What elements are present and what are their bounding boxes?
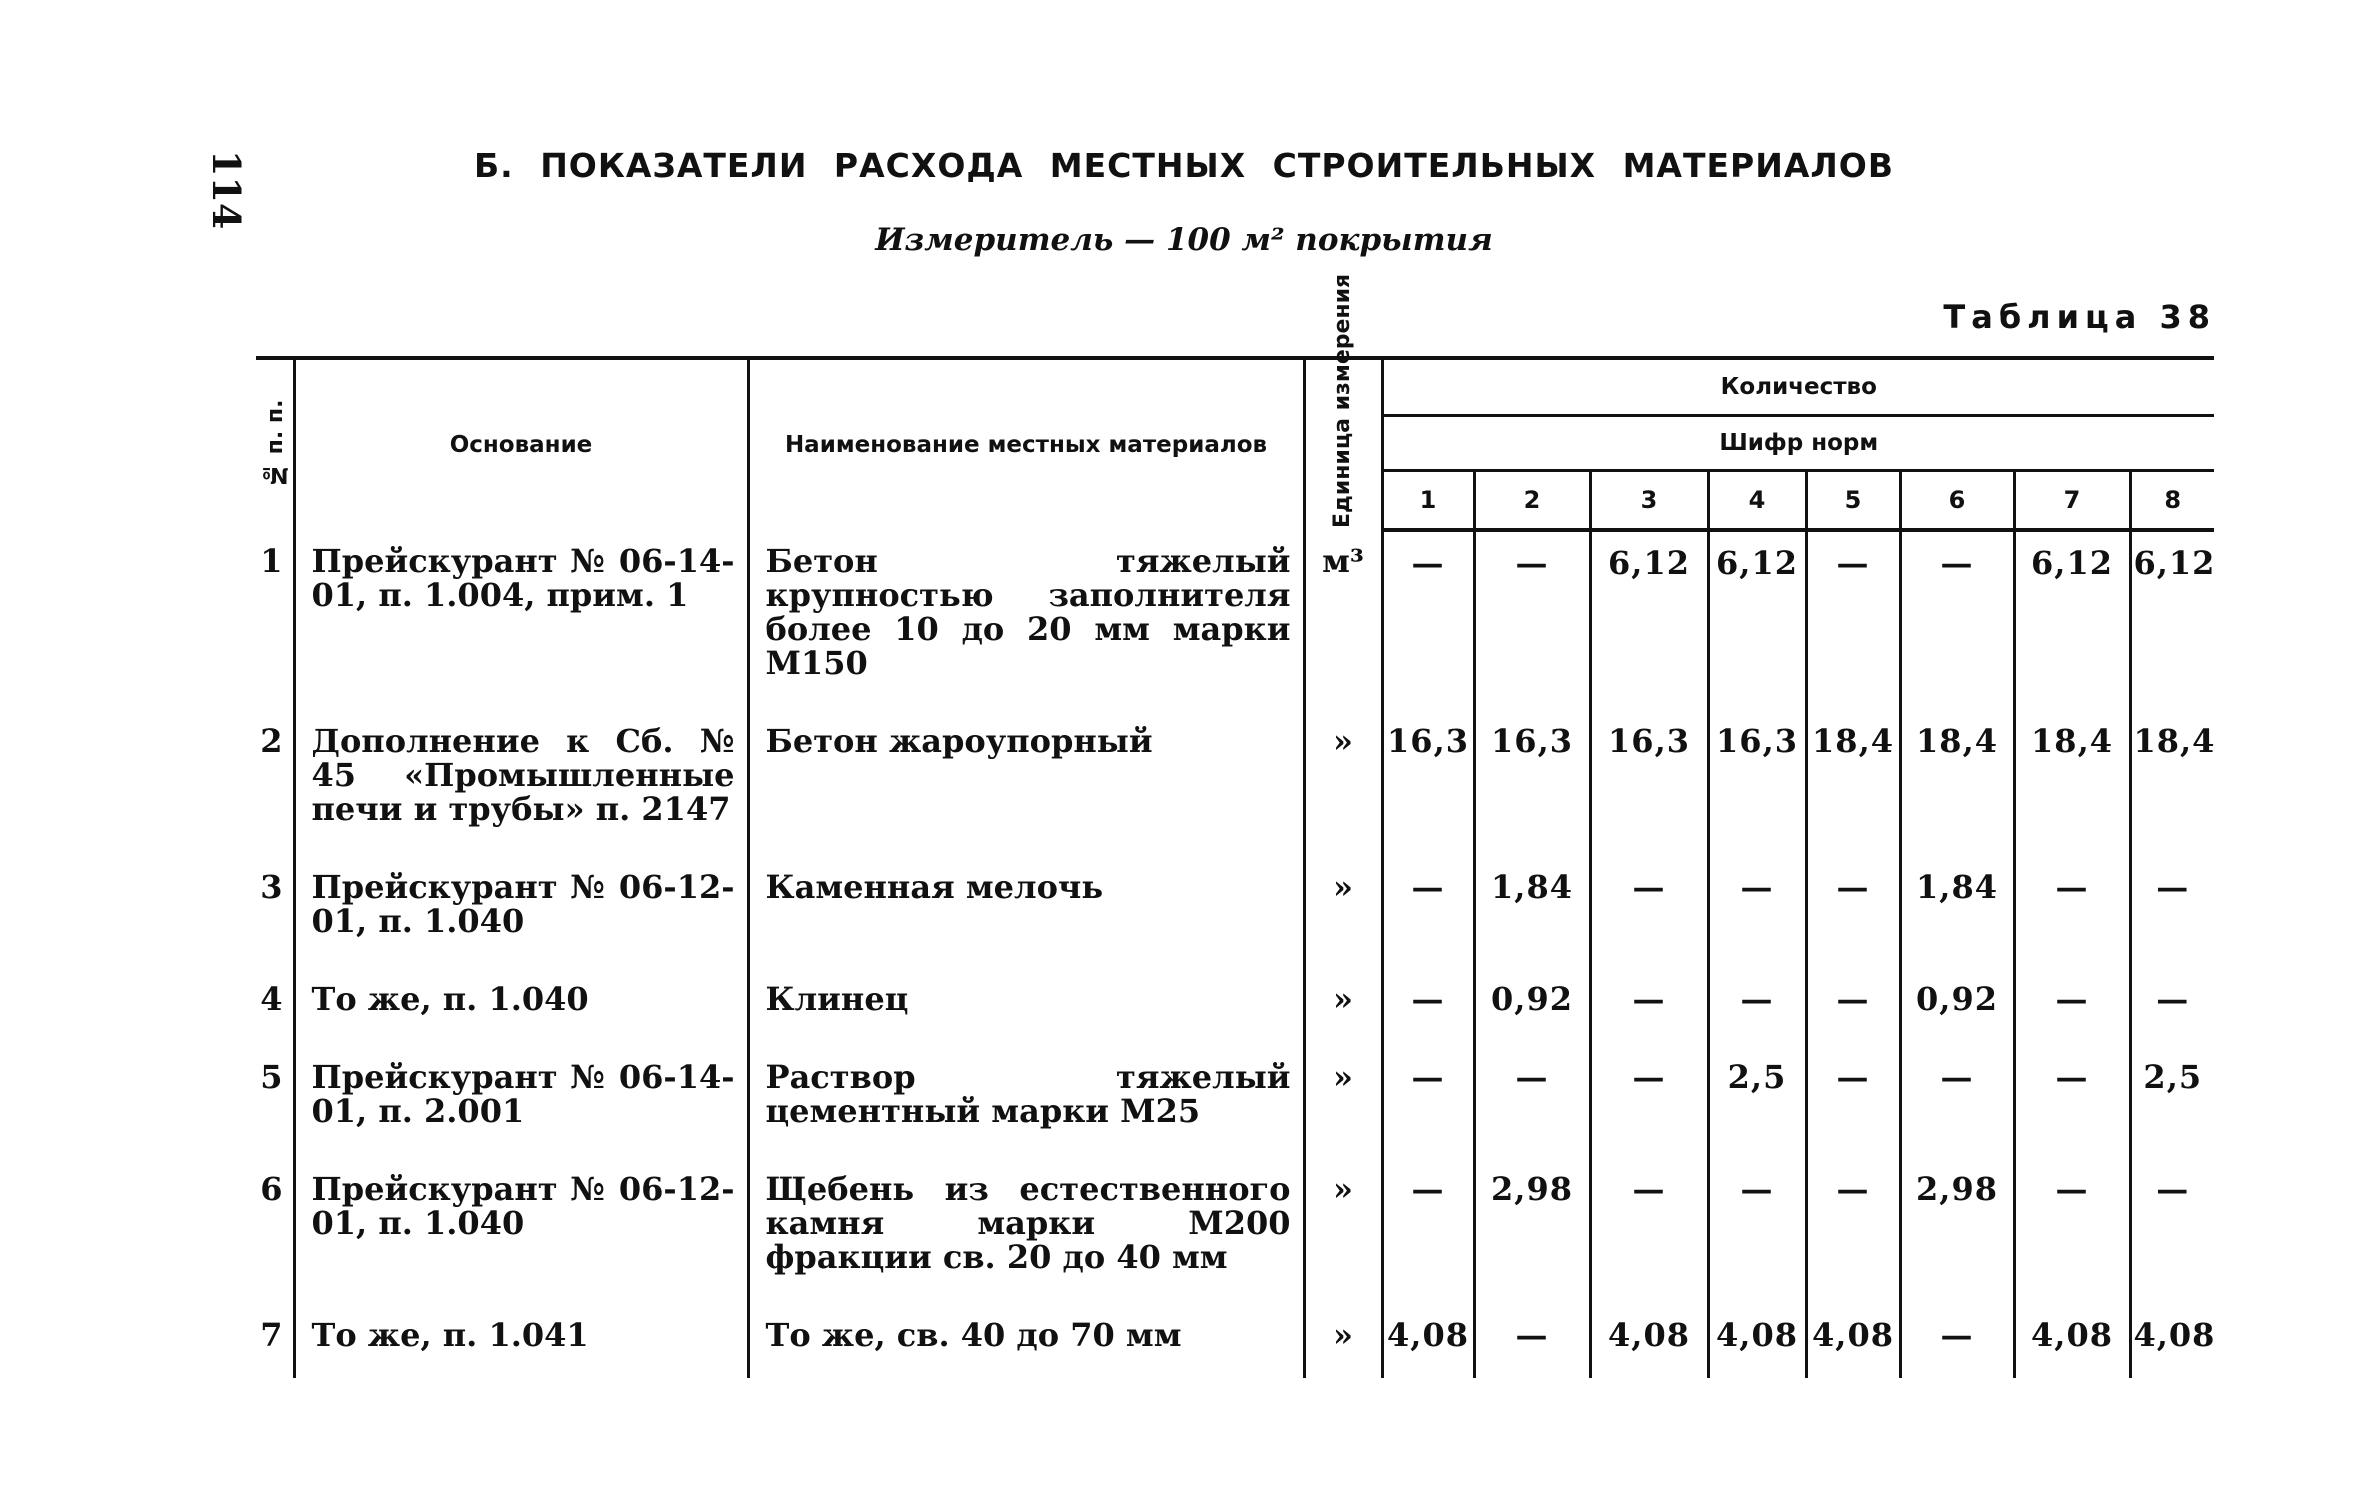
- row-value: 18,4: [1806, 710, 1900, 856]
- page-number: 114: [204, 150, 249, 230]
- row-value: 16,3: [1590, 710, 1708, 856]
- row-value: 18,4: [2130, 710, 2214, 856]
- row-value: 2,5: [1708, 1046, 1806, 1158]
- table-row: [256, 530, 2214, 710]
- row-value: 6,12: [2130, 530, 2214, 710]
- row-value: —: [1806, 530, 1900, 710]
- row-num: 5: [260, 1058, 283, 1096]
- row-unit: »: [1304, 856, 1382, 968]
- table-row: [256, 1304, 2214, 1378]
- row-basis: Прейскурант № 06-14-01, п. 2.001: [294, 1046, 748, 1158]
- row-value: 16,3: [1474, 710, 1590, 856]
- row-value: —: [1806, 856, 1900, 968]
- header-unit: Единица измерения: [1304, 358, 1382, 530]
- row-value: —: [1590, 856, 1708, 968]
- row-num: 6: [260, 1170, 283, 1208]
- row-value: 2,98: [1900, 1158, 2014, 1304]
- row-num: 7: [260, 1316, 283, 1354]
- row-value: —: [1382, 856, 1474, 968]
- row-value: 4,08: [2014, 1304, 2130, 1378]
- header-code-1: 1: [1382, 471, 1474, 531]
- row-material: Клинец: [748, 968, 1304, 1046]
- header-code-5: 5: [1806, 471, 1900, 531]
- row-value: —: [1590, 1046, 1708, 1158]
- row-value: 1,84: [1474, 856, 1590, 968]
- row-value: 16,3: [1382, 710, 1474, 856]
- row-material: Щебень из естественного камня марки М200 фракции св. 20 до 40 мм: [748, 1158, 1304, 1304]
- table-row: [256, 856, 2214, 968]
- row-value: 18,4: [1900, 710, 2014, 856]
- table-caption: Таблица 38: [1943, 298, 2216, 336]
- row-basis: То же, п. 1.041: [294, 1304, 748, 1378]
- row-value: 1,84: [1900, 856, 2014, 968]
- row-value: —: [2130, 856, 2214, 968]
- row-value: 2,5: [2130, 1046, 2214, 1158]
- row-material: Бетон жароупорный: [748, 710, 1304, 856]
- row-unit: »: [1304, 1046, 1382, 1158]
- row-value: 4,08: [1382, 1304, 1474, 1378]
- row-value: 6,12: [2014, 530, 2130, 710]
- measure-subtitle: Измеритель — 100 м² покрытия: [875, 222, 1493, 258]
- row-value: 16,3: [1708, 710, 1806, 856]
- row-value: 6,12: [1590, 530, 1708, 710]
- row-material: Каменная мелочь: [748, 856, 1304, 968]
- row-value: —: [1474, 1304, 1590, 1378]
- row-value: —: [1806, 1046, 1900, 1158]
- section-heading: Б. ПОКАЗАТЕЛИ РАСХОДА МЕСТНЫХ СТРОИТЕЛЬНЫХ МАТЕРИАЛОВ: [474, 146, 1894, 185]
- row-value: —: [2130, 968, 2214, 1046]
- row-basis: То же, п. 1.040: [294, 968, 748, 1046]
- row-value: 4,08: [1806, 1304, 1900, 1378]
- row-value: —: [1382, 530, 1474, 710]
- row-value: —: [1708, 1158, 1806, 1304]
- row-value: 4,08: [1590, 1304, 1708, 1378]
- row-value: —: [1806, 968, 1900, 1046]
- header-code-2: 2: [1474, 471, 1590, 531]
- row-material: Раствор тяжелый цементный марки М25: [748, 1046, 1304, 1158]
- row-value: —: [1900, 1304, 2014, 1378]
- row-value: —: [1590, 1158, 1708, 1304]
- row-value: —: [1382, 1046, 1474, 1158]
- header-quantity: Количество: [1382, 358, 2214, 416]
- row-unit: »: [1304, 968, 1382, 1046]
- row-value: —: [2130, 1158, 2214, 1304]
- header-code-8: 8: [2130, 471, 2214, 531]
- header-code-7: 7: [2014, 471, 2130, 531]
- header-codes: Шифр норм: [1382, 416, 2214, 471]
- row-value: —: [1900, 1046, 2014, 1158]
- table-row: [256, 710, 2214, 856]
- row-value: —: [1382, 968, 1474, 1046]
- row-value: —: [2014, 1046, 2130, 1158]
- row-material: Бетон тяжелый крупностью заполнителя более 10 до 20 мм марки М150: [748, 530, 1304, 710]
- row-value: —: [1708, 856, 1806, 968]
- header-num: № п. п.: [256, 358, 294, 530]
- row-value: —: [1382, 1158, 1474, 1304]
- row-value: 18,4: [2014, 710, 2130, 856]
- row-unit: м³: [1304, 530, 1382, 710]
- row-value: —: [1590, 968, 1708, 1046]
- row-value: 0,92: [1474, 968, 1590, 1046]
- row-unit: »: [1304, 1304, 1382, 1378]
- row-material: То же, св. 40 до 70 мм: [748, 1304, 1304, 1378]
- table-row: [256, 1158, 2214, 1304]
- row-num: 2: [260, 722, 283, 760]
- row-value: 4,08: [1708, 1304, 1806, 1378]
- table-row: [256, 1046, 2214, 1158]
- row-value: —: [1474, 530, 1590, 710]
- table-row: [256, 968, 2214, 1046]
- row-value: 6,12: [1708, 530, 1806, 710]
- row-value: —: [2014, 1158, 2130, 1304]
- header-material: Наименование местных материалов: [748, 358, 1304, 530]
- row-value: —: [1708, 968, 1806, 1046]
- header-code-3: 3: [1590, 471, 1708, 531]
- row-num: 1: [260, 542, 283, 580]
- header-code-4: 4: [1708, 471, 1806, 531]
- row-num: 3: [260, 868, 283, 906]
- row-basis: Прейскурант № 06-12-01, п. 1.040: [294, 856, 748, 968]
- row-basis: Дополнение к Сб. № 45 «Промышленные печи и трубы» п. 2147: [294, 710, 748, 856]
- row-unit: »: [1304, 1158, 1382, 1304]
- row-value: 2,98: [1474, 1158, 1590, 1304]
- row-value: —: [1474, 1046, 1590, 1158]
- row-basis: Прейскурант № 06-14-01, п. 1.004, прим. 1: [294, 530, 748, 710]
- header-basis: Основание: [294, 358, 748, 530]
- row-value: —: [2014, 968, 2130, 1046]
- row-value: 4,08: [2130, 1304, 2214, 1378]
- row-num: 4: [260, 980, 283, 1018]
- row-value: —: [1806, 1158, 1900, 1304]
- row-value: —: [1900, 530, 2014, 710]
- row-unit: »: [1304, 710, 1382, 856]
- row-value: —: [2014, 856, 2130, 968]
- row-basis: Прейскурант № 06-12-01, п. 1.040: [294, 1158, 748, 1304]
- row-value: 0,92: [1900, 968, 2014, 1046]
- header-code-6: 6: [1900, 471, 2014, 531]
